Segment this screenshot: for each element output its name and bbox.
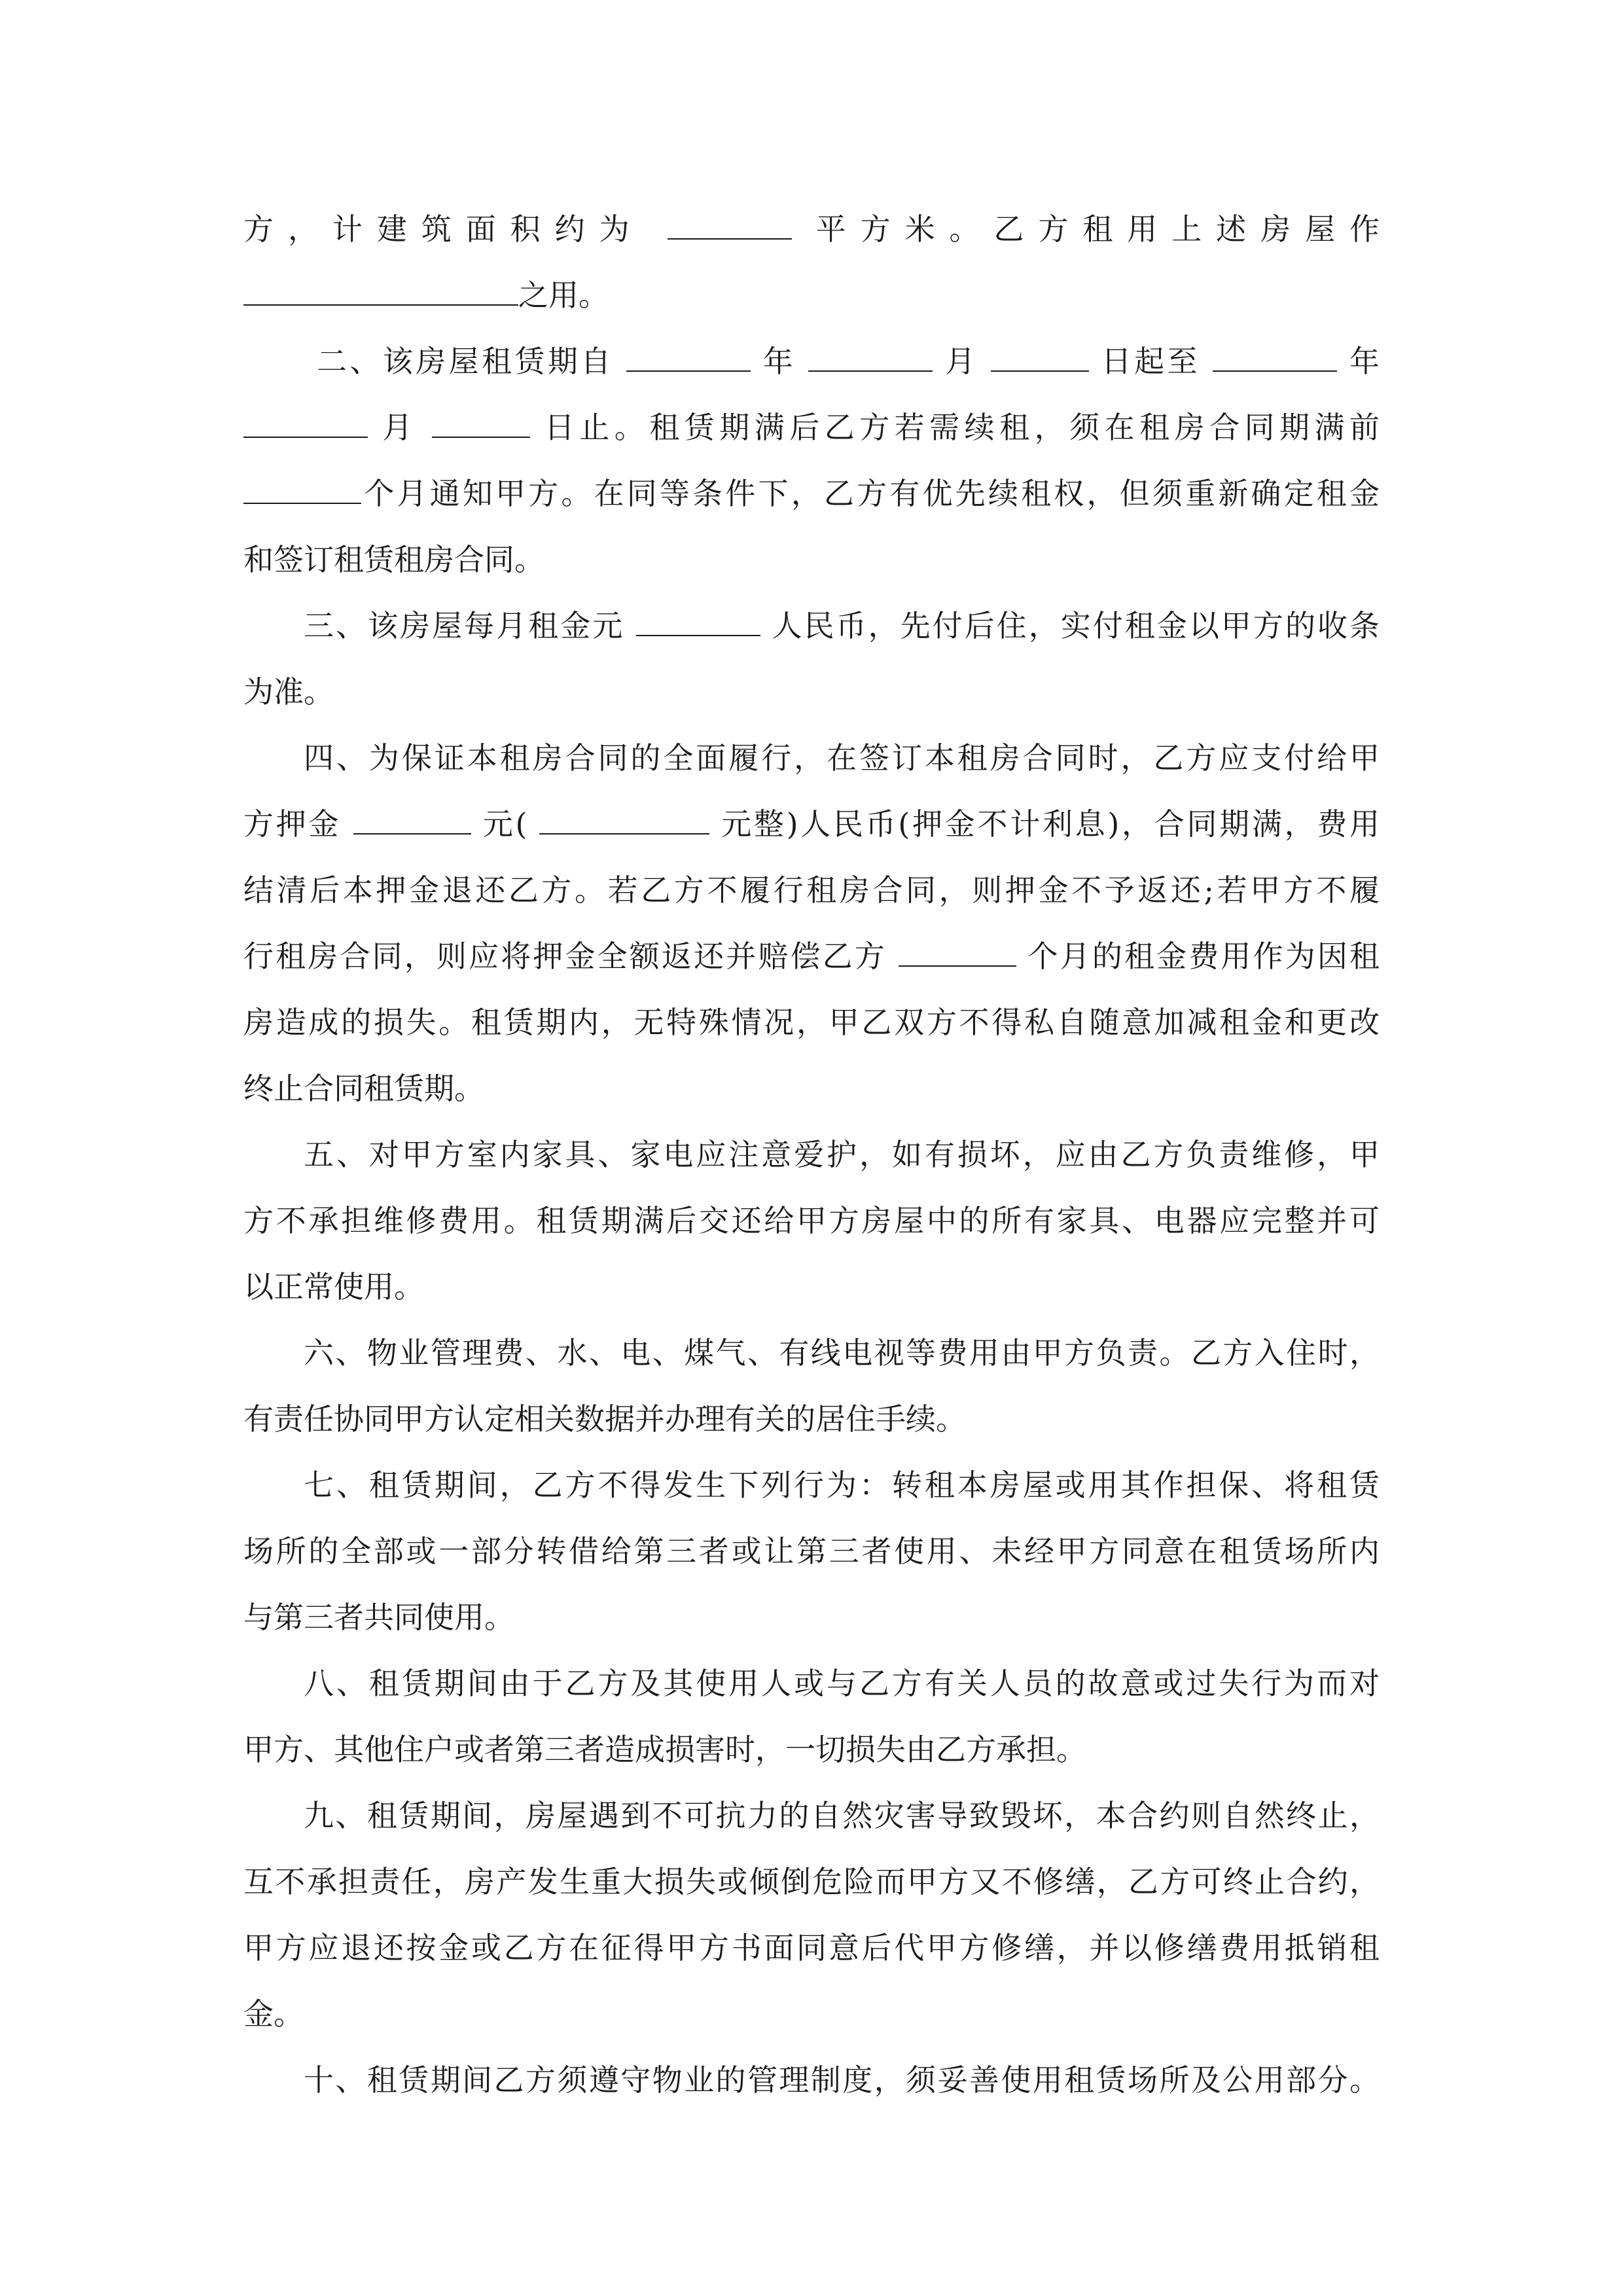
text-segment: 方押金 xyxy=(243,806,342,842)
deposit-blank[interactable] xyxy=(353,806,471,834)
p7-line-3: 与第三者共同使用。 xyxy=(243,1600,514,1635)
p4-line-5: 房造成的损失。租赁期内，无特殊情况，甲乙双方不得私自随意加减租金和更改 xyxy=(243,1005,1380,1040)
p4-line-6: 终止合同租赁期。 xyxy=(243,1071,484,1106)
p3-line-2: 为准。 xyxy=(243,674,334,709)
p9-line-1: 九、租赁期间，房屋遇到不可抗力的自然灾害导致毁坏，本合约则自然终止， xyxy=(304,1798,1380,1833)
text-segment: 日止。租赁期满后乙方若需续租，须在租房合同期满前 xyxy=(544,410,1380,445)
p8-line-1: 八、租赁期间由于乙方及其使用人或与乙方有关人员的故意或过失行为而对 xyxy=(304,1666,1380,1701)
notice-months-blank[interactable] xyxy=(243,475,361,504)
end-day-blank[interactable] xyxy=(432,409,530,438)
area-blank[interactable] xyxy=(668,211,792,240)
rent-blank[interactable] xyxy=(636,607,760,636)
p9-line-2: 互不承担责任，房产发生重大损失或倾倒危险而甲方又不修缮，乙方可终止合约， xyxy=(243,1864,1380,1899)
text-segment: 元整)人民币(押金不计利息)，合同期满，费用 xyxy=(721,806,1380,842)
text-segment: 三、该房屋每月租金元 xyxy=(304,608,625,643)
p9-line-4: 金。 xyxy=(243,1996,304,2032)
p1-line-1 xyxy=(243,196,1380,262)
text-segment: 月 xyxy=(945,344,978,379)
text-segment: 个月通知甲方。在同等条件下，乙方有优先续租权，但须重新确定租金 xyxy=(361,476,1380,511)
p3-line-1 xyxy=(243,593,1380,659)
p8-line-2: 甲方、其他住户或者第三者造成损害时，一切损失由乙方承担。 xyxy=(243,1732,1086,1767)
text-segment: 二、该房屋租赁期自 xyxy=(317,344,614,379)
text-segment: 日起至 xyxy=(1101,344,1200,379)
p10-line-1: 十、租赁期间乙方须遵守物业的管理制度，须妥善使用租赁场所及公用部分。 xyxy=(304,2062,1380,2098)
p2-line-2 xyxy=(243,395,1380,461)
text-segment: 年 xyxy=(762,344,796,379)
p5-line-3: 以正常使用。 xyxy=(243,1269,424,1304)
end-month-blank[interactable] xyxy=(243,409,368,438)
p4-line-1: 四、为保证本租房合同的全面履行，在签订本租房合同时，乙方应支付给甲 xyxy=(304,740,1380,776)
text-segment: 年 xyxy=(1349,344,1380,379)
text-segment: 元( xyxy=(482,806,527,842)
p2-line-4: 和签订租赁租房合同。 xyxy=(243,542,544,577)
p1-line-2 xyxy=(243,262,1380,329)
text-segment: 方，计建筑面积约为 xyxy=(243,211,644,247)
text-segment: 月 xyxy=(382,410,418,445)
compensation-months-blank[interactable] xyxy=(899,938,1016,967)
deposit-capital-blank[interactable] xyxy=(539,806,709,834)
start-year-blank[interactable] xyxy=(626,343,751,372)
p6-line-1: 六、物业管理费、水、电、煤气、有线电视等费用由甲方负责。乙方入住时， xyxy=(304,1335,1380,1371)
p4-line-3: 结清后本押金退还乙方。若乙方不履行租房合同，则押金不予返还;若甲方不履 xyxy=(243,872,1380,908)
text-segment: 之用。 xyxy=(518,278,609,313)
p4-line-4 xyxy=(243,924,1380,990)
p6-line-2: 有责任协同甲方认定相关数据并办理有关的居住手续。 xyxy=(243,1401,966,1437)
p7-line-1: 七、租赁期间，乙方不得发生下列行为：转租本房屋或用其作担保、将租赁 xyxy=(304,1467,1380,1503)
text-segment: 行租房合同，则应将押金全额返还并赔偿乙方 xyxy=(243,939,887,974)
usage-blank[interactable] xyxy=(243,277,518,306)
text-segment: 平方米。乙方租用上述房屋作 xyxy=(815,211,1380,247)
start-day-blank[interactable] xyxy=(991,343,1089,372)
p2-line-1 xyxy=(243,329,1380,395)
start-month-blank[interactable] xyxy=(808,343,933,372)
p9-line-3: 甲方应退还按金或乙方在征得甲方书面同意后代甲方修缮，并以修缮费用抵销租 xyxy=(243,1930,1380,1965)
text-segment: 人民币，先付后住，实付租金以甲方的收条 xyxy=(772,608,1380,643)
p4-line-2 xyxy=(243,791,1380,857)
p5-line-2: 方不承担维修费用。租赁期满后交还给甲方房屋中的所有家具、电器应完整并可 xyxy=(243,1203,1380,1238)
p7-line-2: 场所的全部或一部分转借给第三者或让第三者使用、未经甲方同意在租赁场所内 xyxy=(243,1534,1380,1569)
contract-text xyxy=(243,196,1380,2113)
text-segment: 个月的租金费用作为因租 xyxy=(1027,939,1380,974)
end-year-blank[interactable] xyxy=(1213,343,1337,372)
p2-line-3 xyxy=(243,461,1380,527)
p5-line-1: 五、对甲方室内家具、家电应注意爱护，如有损坏，应由乙方负责维修，甲 xyxy=(304,1137,1380,1172)
